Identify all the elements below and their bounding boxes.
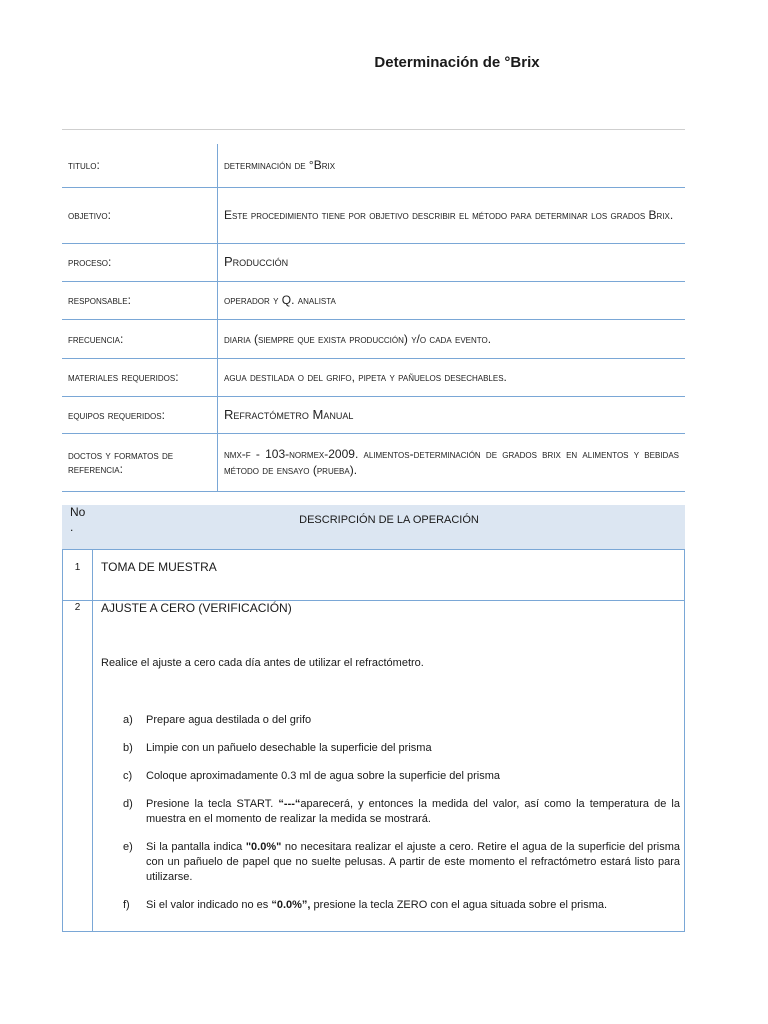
step-text: presione la tecla ZERO con el agua situada sobre el prisma.	[310, 899, 608, 911]
step-text: Coloque aproximadamente 0.3 ml de agua sobre la superficie del prisma	[146, 770, 501, 782]
step-text: Limpie con un pañuelo desechable la superficie del prisma	[146, 742, 432, 754]
operation-title: AJUSTE A CERO (VERIFICACIÓN)	[101, 601, 292, 615]
meta-value: agua destilada o del grifo, pipeta y pañuelos desechables.	[218, 358, 686, 396]
meta-label: frecuencia:	[62, 319, 218, 358]
meta-label: materiales requeridos:	[62, 358, 218, 396]
meta-row-proceso	[62, 243, 685, 281]
header-divider	[62, 129, 685, 130]
step-item	[123, 797, 680, 827]
operation-number: 2	[63, 601, 93, 931]
operations-table	[62, 505, 685, 932]
operation-number: 1	[63, 550, 93, 600]
header-no: No .	[70, 505, 86, 534]
meta-label: equipos requeridos:	[62, 396, 218, 433]
meta-row-responsable	[62, 281, 685, 319]
operation-intro: Realice el ajuste a cero cada día antes de utilizar el refractómetro.	[101, 657, 424, 669]
step-item	[123, 713, 680, 728]
meta-label: titulo:	[62, 144, 218, 187]
meta-label: proceso:	[62, 243, 218, 281]
meta-row-doctos	[62, 433, 685, 491]
meta-row-frecuencia	[62, 319, 685, 358]
operation-title: TOMA DE MUESTRA	[101, 560, 217, 574]
step-list	[123, 713, 680, 926]
meta-row-materiales	[62, 358, 685, 396]
step-text: Prepare agua destilada o del grifo	[146, 714, 312, 726]
meta-row-equipos	[62, 396, 685, 433]
operation-row	[62, 549, 685, 601]
step-marker: f)	[123, 899, 130, 911]
meta-value: operador y Q. analista	[218, 281, 686, 319]
meta-label: responsable:	[62, 281, 218, 319]
operation-row	[62, 601, 685, 932]
step-emphasis: “0.0%”,	[271, 899, 311, 911]
step-marker: b)	[123, 742, 133, 754]
step-item	[123, 840, 680, 885]
meta-value: Este procedimiento tiene por objetivo describir el método para determinar los grados Brix.	[218, 187, 686, 243]
step-item	[123, 898, 680, 913]
meta-value: Refractómetro Manual	[218, 396, 686, 433]
step-marker: c)	[123, 770, 133, 782]
step-text: Si la pantalla indica	[146, 841, 246, 853]
document-title: Determinación de °Brix	[374, 54, 540, 71]
step-item	[123, 741, 680, 756]
step-emphasis: “---“	[278, 798, 301, 810]
step-text: no necesitara realizar el ajuste a cero. Retire el agua de la superficie del prisma con un pañuelo de papel que no suelte pelusas. A partir de este momento el refractómetro estará listo para utilizarse.	[146, 841, 680, 883]
step-marker: a)	[123, 714, 133, 726]
meta-row-titulo	[62, 144, 685, 187]
meta-value: nmx-f - 103-normex-2009. alimentos-determinación de grados brix en alimentos y bebidas método de ensayo (prueba).	[218, 433, 686, 491]
meta-value: determinación de °Brix	[218, 144, 686, 187]
step-text: aparecerá, y entonces la medida del valor, así como la temperatura de la muestra en el momento de realizar la medida se mostrará.	[146, 798, 680, 825]
step-item	[123, 769, 680, 784]
meta-label: objetivo:	[62, 187, 218, 243]
header-description: DESCRIPCIÓN DE LA OPERACIÓN	[299, 514, 479, 526]
step-text: Presione la tecla START.	[146, 798, 279, 810]
step-emphasis: "0.0%"	[245, 841, 282, 853]
step-marker: d)	[123, 798, 133, 810]
meta-row-objetivo	[62, 187, 685, 243]
meta-label: doctos y formatos de referencia:	[62, 433, 218, 491]
operations-header	[62, 505, 685, 549]
step-text: Si el valor indicado no es	[146, 899, 272, 911]
metadata-table	[62, 144, 685, 492]
meta-value: Producción	[218, 243, 686, 281]
step-marker: e)	[123, 841, 133, 853]
meta-value: diaria (siempre que exista producción) y/o cada evento.	[218, 319, 686, 358]
